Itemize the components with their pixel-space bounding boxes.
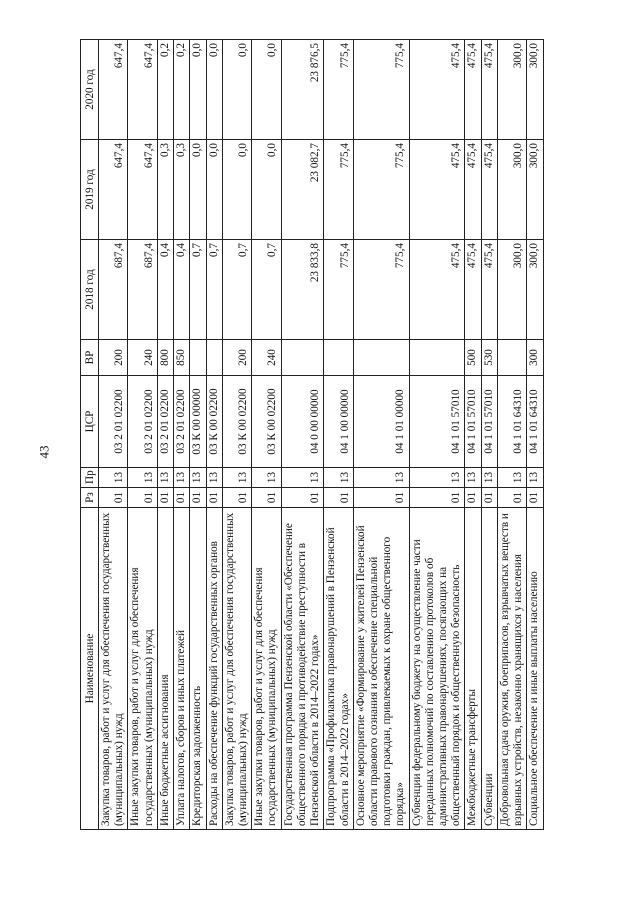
cell-y2019: 0,3 (157, 140, 173, 240)
cell-y2019: 775,4 (353, 140, 409, 240)
table-row (324, 40, 353, 830)
cell-y2019: 475,4 (465, 140, 481, 240)
cell-rz: 01 (190, 488, 206, 508)
table-row (481, 40, 497, 830)
cell-name: Иные бюджетные ассигнования (157, 508, 173, 830)
cell-y2018: 300,0 (527, 240, 543, 340)
cell-name: Подпрограмма «Профилактика правонарушений в Пензенской области в 2014–2022 годах» (324, 508, 353, 830)
cell-csr: 04 1 01 57010 (481, 376, 497, 468)
cell-y2020: 0,0 (252, 40, 281, 140)
header-2018: 2018 год (81, 240, 99, 340)
table-row (527, 40, 543, 830)
cell-y2020: 647,4 (99, 40, 128, 140)
cell-vr (324, 340, 353, 376)
cell-rz: 01 (527, 488, 543, 508)
cell-y2020: 0,2 (157, 40, 173, 140)
cell-pr: 13 (157, 468, 173, 488)
cell-name: Иные закупки товаров, работ и услуг для обеспечения государственных (муниципальных) нужд (252, 508, 281, 830)
cell-y2018: 23 833,8 (281, 240, 324, 340)
cell-name: Межбюджетные трансферты (465, 508, 481, 830)
cell-y2020: 475,4 (481, 40, 497, 140)
table-row (128, 40, 157, 830)
cell-csr: 03 К 00 02200 (206, 376, 222, 468)
cell-rz: 01 (222, 488, 251, 508)
cell-vr (281, 340, 324, 376)
cell-vr (497, 340, 526, 376)
cell-y2018: 300,0 (497, 240, 526, 340)
cell-csr: 03 2 01 02200 (157, 376, 173, 468)
cell-y2020: 0,0 (190, 40, 206, 140)
budget-table (80, 39, 544, 830)
cell-y2018: 475,4 (465, 240, 481, 340)
rotated-table-container (80, 40, 560, 830)
cell-vr: 240 (252, 340, 281, 376)
cell-y2020: 300,0 (527, 40, 543, 140)
header-pr: Пр (81, 468, 99, 488)
cell-y2018: 0,4 (157, 240, 173, 340)
cell-y2019: 300,0 (527, 140, 543, 240)
cell-pr: 13 (190, 468, 206, 488)
cell-pr: 13 (527, 468, 543, 488)
cell-name: Кредиторская задолженность (190, 508, 206, 830)
cell-csr: 03 2 01 02200 (128, 376, 157, 468)
cell-y2019: 0,0 (222, 140, 251, 240)
cell-y2018: 0,4 (174, 240, 190, 340)
cell-name: Государственная программа Пензенской области «Обеспечение общественного порядка и противодействие преступности в Пензенской области в 2014–2022 годах» (281, 508, 324, 830)
cell-csr: 03 2 01 02200 (174, 376, 190, 468)
table-row (222, 40, 251, 830)
cell-y2019: 0,3 (174, 140, 190, 240)
cell-y2018: 0,7 (206, 240, 222, 340)
cell-name: Уплата налогов, сборов и иных платежей (174, 508, 190, 830)
page-number: 43 (36, 445, 52, 459)
table-header-row (81, 40, 99, 830)
cell-pr: 13 (206, 468, 222, 488)
cell-csr: 04 1 01 64310 (497, 376, 526, 468)
cell-vr: 850 (174, 340, 190, 376)
table-row (99, 40, 128, 830)
cell-csr: 03 К 00 00000 (190, 376, 206, 468)
cell-pr: 13 (99, 468, 128, 488)
cell-csr: 04 1 01 57010 (409, 376, 465, 468)
cell-y2019: 647,4 (128, 140, 157, 240)
header-2019: 2019 год (81, 140, 99, 240)
cell-y2019: 475,4 (409, 140, 465, 240)
table-body (99, 40, 544, 830)
cell-rz: 01 (481, 488, 497, 508)
cell-y2020: 475,4 (465, 40, 481, 140)
cell-rz: 01 (128, 488, 157, 508)
cell-pr: 13 (222, 468, 251, 488)
cell-y2018: 775,4 (324, 240, 353, 340)
header-rz: Рз (81, 488, 99, 508)
cell-y2020: 23 876,5 (281, 40, 324, 140)
cell-pr: 13 (409, 468, 465, 488)
cell-pr: 13 (465, 468, 481, 488)
cell-pr: 13 (174, 468, 190, 488)
cell-vr: 240 (128, 340, 157, 376)
cell-y2019: 0,0 (190, 140, 206, 240)
cell-y2020: 647,4 (128, 40, 157, 140)
cell-y2018: 0,7 (190, 240, 206, 340)
cell-csr: 04 0 00 00000 (281, 376, 324, 468)
cell-csr: 03 2 01 02200 (99, 376, 128, 468)
cell-name: Субвенции федеральному бюджету на осуществление части переданных полномочий по составлению протоколов об административных правонарушениях, посягающих на общественный порядок и общественную безопасность (409, 508, 465, 830)
table-row (174, 40, 190, 830)
cell-rz: 01 (497, 488, 526, 508)
cell-y2019: 300,0 (497, 140, 526, 240)
header-name: Наименование (81, 508, 99, 830)
cell-y2018: 0,7 (222, 240, 251, 340)
cell-pr: 13 (497, 468, 526, 488)
cell-rz: 01 (353, 488, 409, 508)
cell-y2018: 475,4 (409, 240, 465, 340)
cell-rz: 01 (281, 488, 324, 508)
cell-csr: 04 1 01 64310 (527, 376, 543, 468)
cell-pr: 13 (481, 468, 497, 488)
cell-name: Социальное обеспечение и иные выплаты населению (527, 508, 543, 830)
table-row (206, 40, 222, 830)
cell-csr: 04 1 01 57010 (465, 376, 481, 468)
cell-y2020: 775,4 (353, 40, 409, 140)
cell-pr: 13 (281, 468, 324, 488)
cell-y2020: 0,0 (206, 40, 222, 140)
cell-rz: 01 (157, 488, 173, 508)
table-row (465, 40, 481, 830)
cell-pr: 13 (324, 468, 353, 488)
header-2020: 2020 год (81, 40, 99, 140)
cell-name: Основное мероприятие «Формирование у жителей Пензенской области правового сознания и обеспечение специальной подготовки граждан, привлекаемых к охране общественного порядка» (353, 508, 409, 830)
table-row (497, 40, 526, 830)
cell-y2019: 0,0 (206, 140, 222, 240)
cell-y2019: 647,4 (99, 140, 128, 240)
cell-name: Закупка товаров, работ и услуг для обеспечения государственных (муниципальных) нужд (99, 508, 128, 830)
cell-y2020: 775,4 (324, 40, 353, 140)
cell-rz: 01 (324, 488, 353, 508)
cell-vr: 300 (527, 340, 543, 376)
cell-name: Субвенции (481, 508, 497, 830)
cell-pr: 13 (128, 468, 157, 488)
cell-vr (353, 340, 409, 376)
cell-vr: 200 (222, 340, 251, 376)
cell-y2019: 475,4 (481, 140, 497, 240)
cell-csr: 03 К 00 02200 (222, 376, 251, 468)
cell-rz: 01 (409, 488, 465, 508)
cell-name: Иные закупки товаров, работ и услуг для обеспечения государственных (муниципальных) нужд (128, 508, 157, 830)
cell-y2019: 775,4 (324, 140, 353, 240)
cell-vr: 800 (157, 340, 173, 376)
cell-y2019: 0,0 (252, 140, 281, 240)
table-row (157, 40, 173, 830)
cell-name: Закупка товаров, работ и услуг для обеспечения государственных (муниципальных) нужд (222, 508, 251, 830)
cell-vr: 530 (481, 340, 497, 376)
cell-y2019: 23 082,7 (281, 140, 324, 240)
table-row (353, 40, 409, 830)
table-row (281, 40, 324, 830)
cell-y2018: 0,7 (252, 240, 281, 340)
cell-rz: 01 (99, 488, 128, 508)
header-vr: ВР (81, 340, 99, 376)
cell-rz: 01 (174, 488, 190, 508)
cell-name: Расходы на обеспечение функций государственных органов (206, 508, 222, 830)
cell-name: Добровольная сдача оружия, боеприпасов, взрывчатых веществ и взрывных устройств, незаконно хранящихся у населения (497, 508, 526, 830)
cell-vr: 200 (99, 340, 128, 376)
table-row (252, 40, 281, 830)
cell-csr: 03 К 00 02200 (252, 376, 281, 468)
cell-rz: 01 (206, 488, 222, 508)
cell-rz: 01 (252, 488, 281, 508)
cell-pr: 13 (353, 468, 409, 488)
cell-vr (409, 340, 465, 376)
cell-vr (190, 340, 206, 376)
cell-vr: 500 (465, 340, 481, 376)
cell-pr: 13 (252, 468, 281, 488)
cell-y2018: 687,4 (99, 240, 128, 340)
table-row (190, 40, 206, 830)
cell-y2020: 300,0 (497, 40, 526, 140)
cell-y2020: 0,2 (174, 40, 190, 140)
cell-csr: 04 1 01 00000 (353, 376, 409, 468)
cell-csr: 04 1 00 00000 (324, 376, 353, 468)
table-row (409, 40, 465, 830)
cell-y2018: 687,4 (128, 240, 157, 340)
cell-y2020: 475,4 (409, 40, 465, 140)
header-csr: ЦСР (81, 376, 99, 468)
cell-vr (206, 340, 222, 376)
cell-y2018: 475,4 (481, 240, 497, 340)
cell-y2018: 775,4 (353, 240, 409, 340)
cell-y2020: 0,0 (222, 40, 251, 140)
cell-rz: 01 (465, 488, 481, 508)
